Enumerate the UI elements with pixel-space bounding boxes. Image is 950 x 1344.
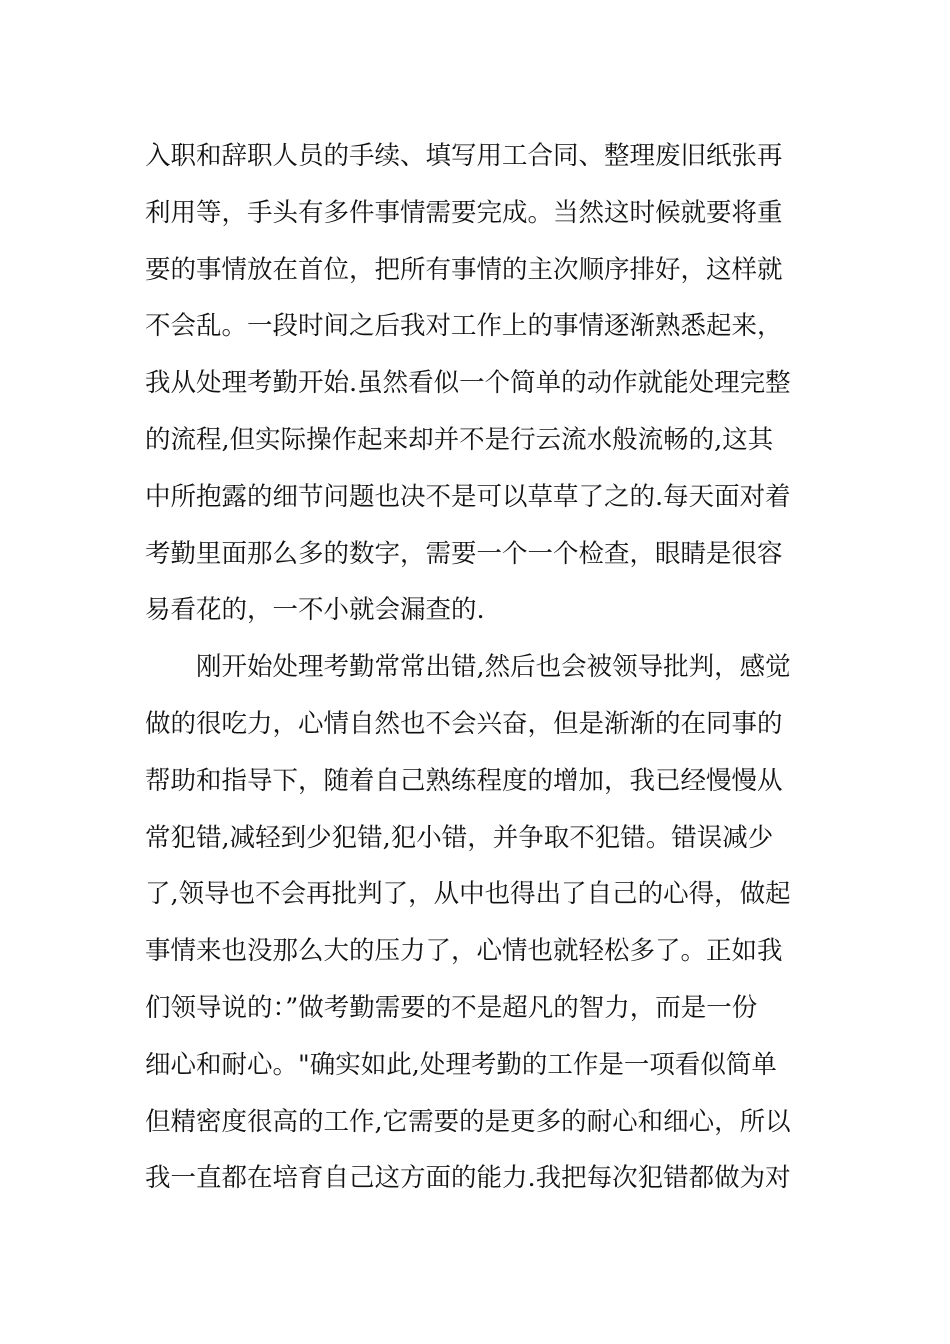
- paragraph-start-line: 刚开始处理考勤常常出错,然后也会被领导批判，感觉: [196, 652, 791, 683]
- text-line: 了,领导也不会再批判了，从中也得出了自己的心得，做起: [145, 879, 791, 910]
- text-line: 入职和辞职人员的手续、填写用工合同、整理废旧纸张再: [145, 141, 783, 171]
- text-line: 的流程,但实际操作起来却并不是行云流水般流畅的,这其: [145, 424, 774, 455]
- text-line: 但精密度很高的工作,它需要的是更多的耐心和细心，所以: [145, 1106, 791, 1137]
- text-line: 利用等，手头有多件事情需要完成。当然这时候就要将重: [145, 197, 783, 228]
- text-line: 不会乱。一段时间之后我对工作上的事情逐渐熟悉起来，: [145, 311, 783, 342]
- text-line: 易看花的，一不小就会漏查的.: [145, 595, 485, 626]
- text-line: 帮助和指导下，随着自己熟练程度的增加，我已经慢慢从: [145, 765, 783, 796]
- text-line: 常犯错,减轻到少犯错,犯小错，并争取不犯错。错误减少: [145, 822, 774, 853]
- text-line: 要的事情放在首位，把所有事情的主次顺序排好，这样就: [145, 254, 783, 285]
- text-line: 细心和耐心。"确实如此,处理考勤的工作是一项看似简单: [145, 1049, 777, 1080]
- text-line: 们领导说的：”做考勤需要的不是超凡的智力，而是一份: [145, 992, 758, 1023]
- text-line: 中所抱露的细节问题也决不是可以草草了之的.每天面对着: [145, 481, 791, 512]
- text-line: 我一直都在培育自己这方面的能力.我把每次犯错都做为对: [145, 1163, 791, 1194]
- body-text: [145, 128, 810, 1207]
- text-line: 做的很吃力，心情自然也不会兴奋，但是渐渐的在同事的: [145, 708, 783, 739]
- text-line: 考勤里面那么多的数字，需要一个一个检查，眼睛是很容: [145, 538, 783, 569]
- text-line: 我从处理考勤开始.虽然看似一个简单的动作就能处理完整: [145, 368, 791, 399]
- text-line: 事情来也没那么大的压力了，心情也就轻松多了。正如我: [145, 936, 783, 967]
